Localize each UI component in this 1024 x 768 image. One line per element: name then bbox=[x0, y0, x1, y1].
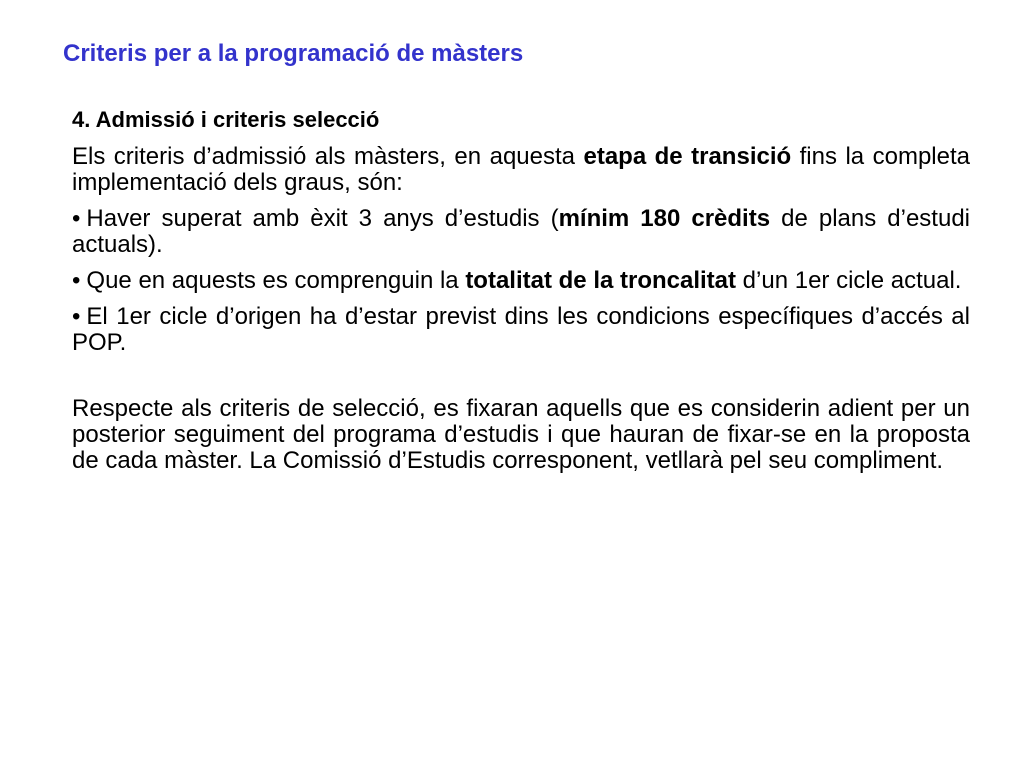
bullet-item bbox=[72, 268, 970, 294]
bullet-bold-text: mínim 180 crèdits bbox=[558, 205, 771, 232]
bullet-marker: • bbox=[72, 205, 81, 232]
slide-title: Criteris per a la programació de màsters bbox=[63, 40, 524, 67]
bullet-text-part2: d’un 1er cicle actual. bbox=[736, 267, 962, 294]
closing-paragraph: Respecte als criteris de selecció, es fixaran aquells que es considerin adient per un posterior seguiment del programa d’estudis i que hauran de fixar-se en la proposta de cada màster. La Comissió d’Estudis corresponent, vetllarà pel seu compliment. bbox=[72, 395, 970, 474]
bullet-bold-text: totalitat de la troncalitat bbox=[465, 267, 737, 294]
intro-paragraph bbox=[72, 144, 970, 196]
section-heading: 4. Admissió i criteris selecció bbox=[72, 107, 380, 132]
intro-text-part1: Els criteris d’admissió als màsters, en aquesta bbox=[72, 143, 584, 170]
bullet-marker: • bbox=[72, 267, 81, 294]
bullet-item bbox=[72, 206, 970, 258]
bullet-text-part2: de plans d’estudi actuals). bbox=[72, 205, 970, 258]
bullet-text-part1: Haver superat amb èxit 3 anys d’estudis ( bbox=[86, 205, 559, 232]
intro-bold-text: etapa de transició bbox=[583, 143, 792, 170]
slide-body bbox=[72, 106, 970, 484]
intro-text-part2: fins la completa implementació dels graus, són: bbox=[72, 143, 970, 196]
bullet-marker: • bbox=[72, 303, 81, 330]
bullet-item bbox=[72, 304, 970, 356]
bullet-text-part1: Que en aquests es comprenguin la bbox=[86, 267, 466, 294]
bullet-text: El 1er cicle d’origen ha d’estar previst dins les condicions específiques d’accés al POP. bbox=[72, 303, 970, 356]
